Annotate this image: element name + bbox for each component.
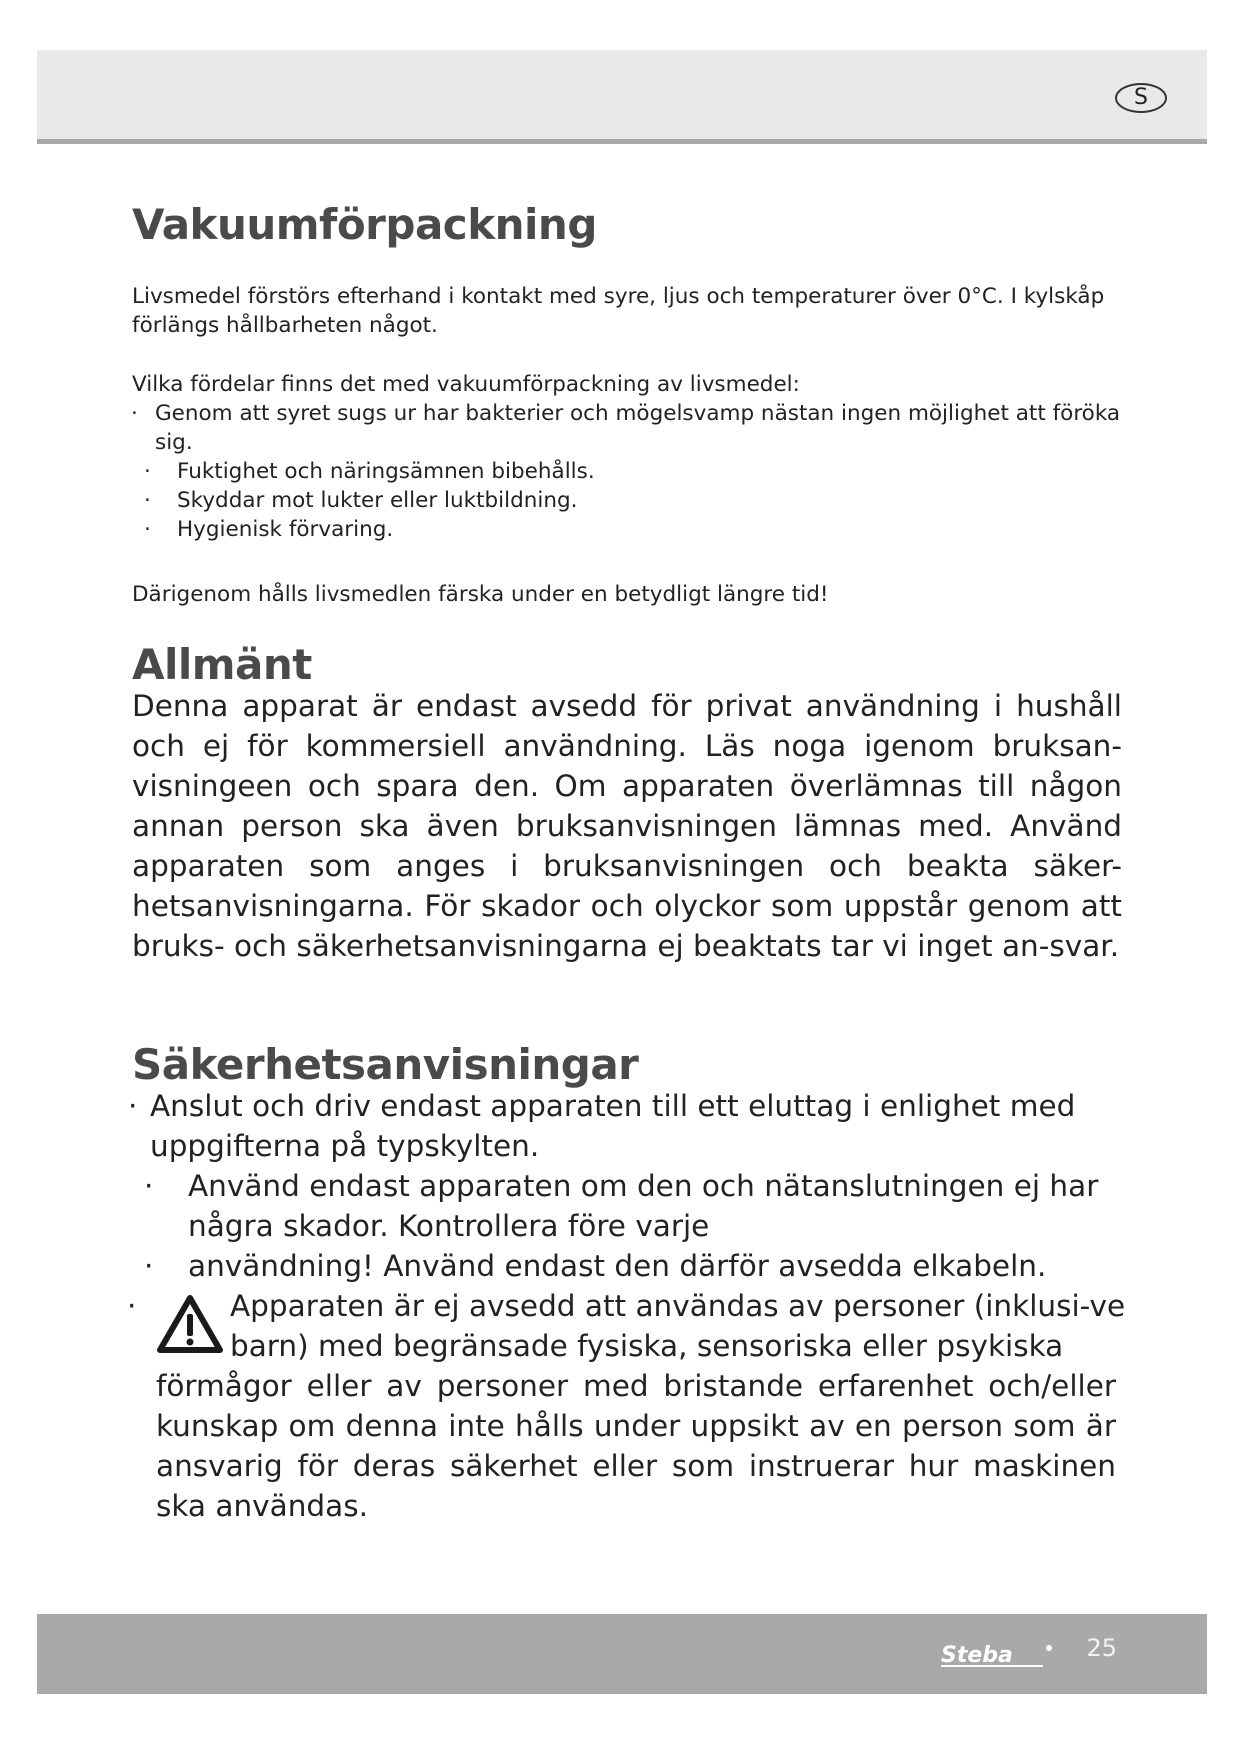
steba-logo — [939, 1640, 1057, 1670]
section-title-allmant: Allmänt — [132, 640, 312, 689]
bullet-icon: · — [144, 517, 151, 542]
vakuum-intro: Livsmedel förstörs efterhand i kontakt med syre, ljus och temperaturer över 0°C. I kylskåp förlängs hållbarheten något. — [132, 284, 1105, 338]
svg-text:Steba: Steba — [941, 1643, 1013, 1668]
bullet-icon: · — [144, 1249, 154, 1283]
header-band — [37, 50, 1207, 144]
list-item: · Hygienisk förvaring. — [144, 517, 394, 542]
section-title-vakuum: Vakuumförpackning — [132, 200, 597, 249]
list-item: · Skyddar mot lukter eller luktbildning. — [144, 488, 578, 513]
bullet-icon: · — [144, 1169, 154, 1203]
footer-band — [37, 1614, 1207, 1694]
warning-triangle-icon — [156, 1294, 224, 1356]
benefits-list — [132, 399, 1132, 544]
bullet-icon: · — [144, 459, 151, 484]
bullet-icon: · — [131, 401, 138, 426]
warning-block — [156, 1286, 1148, 1366]
section-title-saker: Säkerhetsanvisningar — [132, 1040, 639, 1089]
list-item: · Använd endast apparaten om den och nätanslutningen ej har några skador. Kontrollera före varje — [128, 1166, 1148, 1246]
warning-item — [128, 1286, 1148, 1526]
bullet-icon: · — [128, 1089, 138, 1123]
benefits-lead: Vilka fördelar finns det med vakuumförpackning av livsmedel: — [132, 372, 800, 397]
language-badge: S — [1115, 83, 1167, 113]
list-item: · Fuktighet och näringsämnen bibehålls. — [144, 459, 595, 484]
page-number: 25 — [1086, 1634, 1117, 1662]
bullet-icon: · — [144, 488, 151, 513]
warning-text-first: Apparaten är ej avsedd att användas av personer (inklusi-ve barn) med begränsade fysiska, sensoriska eller psykiska — [230, 1289, 1126, 1363]
bullet-icon: · — [127, 1289, 137, 1323]
list-item: · Genom att syret sugs ur har bakterier och mögelsvamp nästan ingen möjlighet att föröka sig. — [131, 401, 1121, 455]
safety-list — [128, 1086, 1148, 1526]
allmant-body: Denna apparat är endast avsedd för privat användning i hushåll och ej för kommersiell användning. Läs noga igenom bruksan-visningeen och spara den. Om apparaten överlämnas till någon annan person ska även bruksanvisningen lämnas med. Använd apparaten som anges i bruksanvisningen och beakta säker-hetsanvisningarna. För skador och olyckor som uppstår genom att bruks- och säkerhetsanvisningarna ej beaktats tar vi inget an-svar. — [132, 689, 1122, 963]
list-item: · Anslut och driv endast apparaten till ett eluttag i enlighet med uppgifterna på typskylten. — [128, 1086, 1148, 1166]
list-item: · användning! Använd endast den därför avsedda elkabeln. — [128, 1246, 1148, 1286]
vakuum-conclusion: Därigenom hålls livsmedlen färska under en betydligt längre tid! — [132, 582, 829, 607]
warning-text-rest: förmågor eller av personer med bristande erfarenhet och/eller kunskap om denna inte hålls under uppsikt av en person som är ansvarig för deras säkerhet eller som instruerar hur maskinen ska användas. — [156, 1369, 1116, 1523]
